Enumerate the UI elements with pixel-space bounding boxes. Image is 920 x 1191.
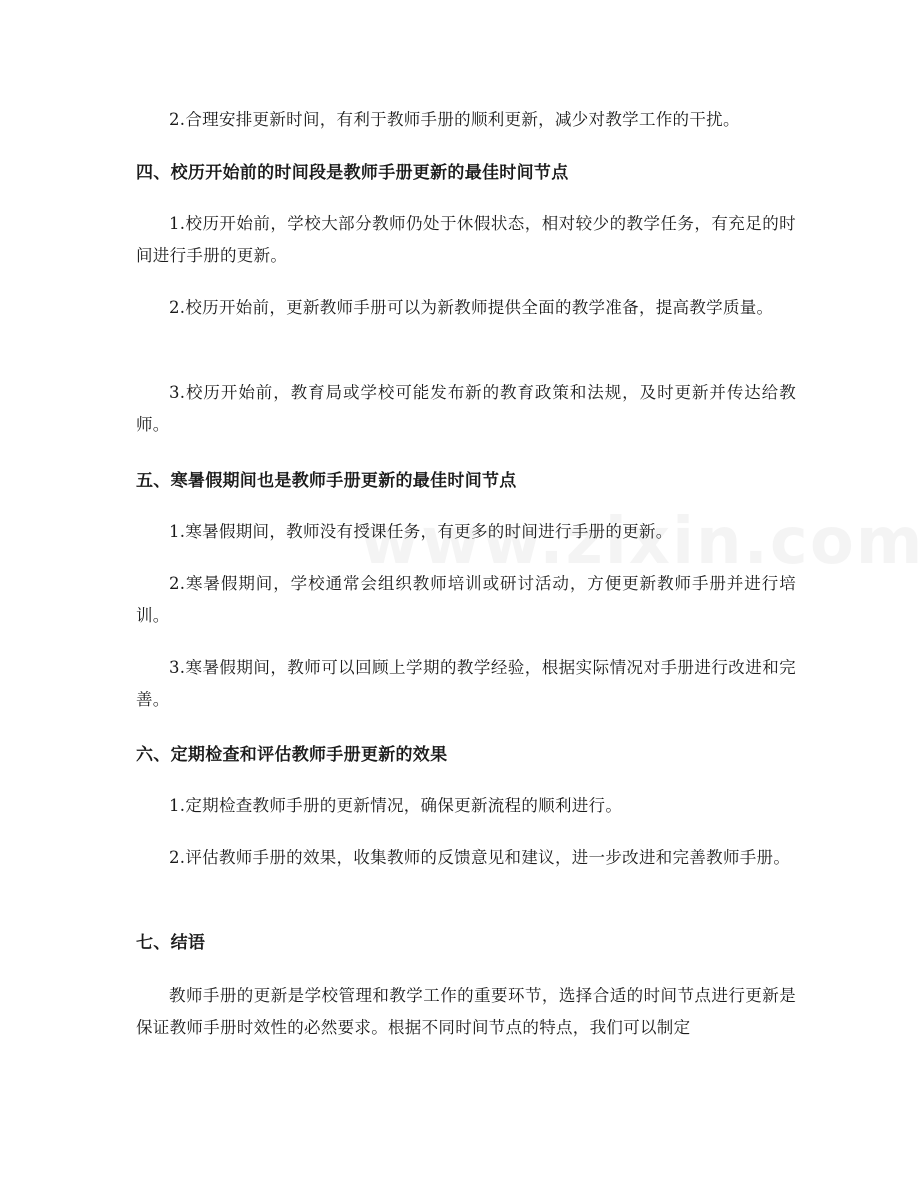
paragraph-text: 2.寒暑假期间，学校通常会组织教师培训或研讨活动，方便更新教师手册并进行培训。 — [136, 574, 796, 625]
paragraph-text: 1.寒暑假期间，教师没有授课任务，有更多的时间进行手册的更新。 — [169, 522, 673, 541]
paragraph — [136, 377, 796, 441]
section-heading — [136, 468, 796, 494]
section-heading-text: 六、定期检查和评估教师手册更新的效果 — [136, 745, 448, 765]
paragraph — [136, 516, 796, 548]
paragraph-text: 2.合理安排更新时间，有利于教师手册的顺利更新，减少对教学工作的干扰。 — [169, 110, 740, 129]
section-heading-text: 五、寒暑假期间也是教师手册更新的最佳时间节点 — [136, 471, 517, 491]
paragraph — [136, 104, 796, 136]
paragraph-text: 2.评估教师手册的效果，收集教师的反馈意见和建议，进一步改进和完善教师手册。 — [169, 848, 791, 867]
paragraph-text: 1.定期检查教师手册的更新情况，确保更新流程的顺利进行。 — [169, 796, 623, 815]
paragraph — [136, 790, 796, 822]
section-heading-text: 七、结语 — [136, 933, 206, 953]
paragraph — [136, 208, 796, 272]
paragraph-text: 3.校历开始前，教育局或学校可能发布新的教育政策和法规，及时更新并传达给教师。 — [136, 383, 796, 434]
section-heading — [136, 930, 796, 956]
paragraph-text: 教师手册的更新是学校管理和教学工作的重要环节，选择合适的时间节点进行更新是保证教师手册时效性的必然要求。根据不同时间节点的特点，我们可以制定 — [136, 986, 796, 1037]
section-heading-text: 四、校历开始前的时间段是教师手册更新的最佳时间节点 — [136, 163, 569, 183]
section-heading — [136, 160, 796, 186]
paragraph — [136, 568, 796, 632]
paragraph-text: 1.校历开始前，学校大部分教师仍处于休假状态，相对较少的教学任务，有充足的时间进行手册的更新。 — [136, 214, 796, 265]
paragraph — [136, 842, 796, 874]
paragraph-text: 2.校历开始前，更新教师手册可以为新教师提供全面的教学准备，提高教学质量。 — [169, 298, 774, 317]
section-heading — [136, 742, 796, 768]
paragraph — [136, 652, 796, 716]
paragraph-text: 3.寒暑假期间，教师可以回顾上学期的教学经验，根据实际情况对手册进行改进和完善。 — [136, 658, 796, 709]
paragraph — [136, 980, 796, 1044]
paragraph — [136, 292, 796, 324]
